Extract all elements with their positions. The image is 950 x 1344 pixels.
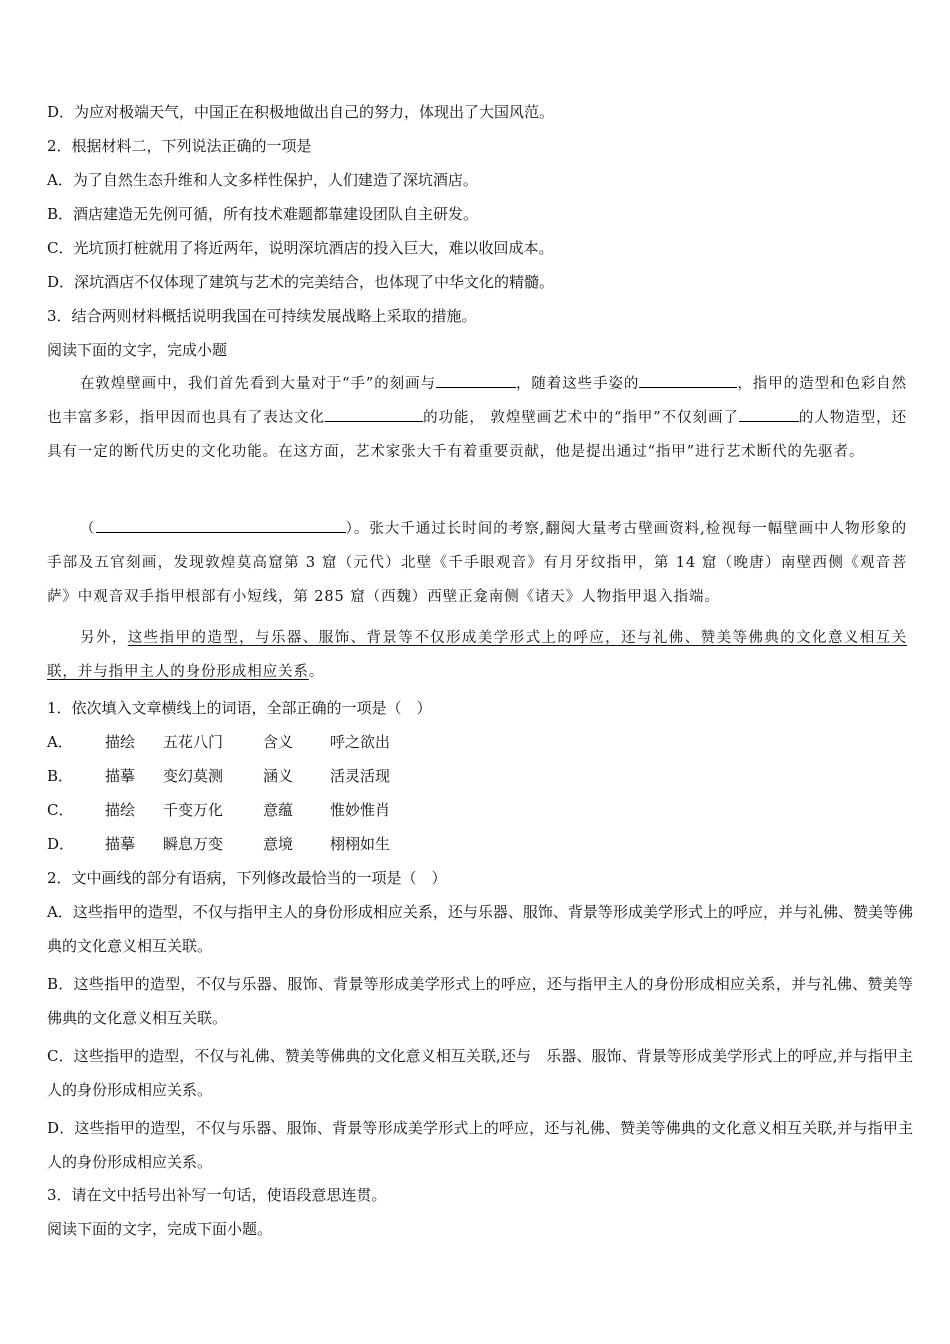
fill-blank-2 — [639, 372, 737, 388]
q2-option-c: C．光坑顶打桩就用了将近两年，说明深坑酒店的投入巨大，难以收回成本。 — [47, 239, 554, 257]
question-2b-stem: 2．文中画线的部分有语病，下列修改最恰当的一项是（ ） — [47, 869, 447, 887]
q2-option-d: D．深坑酒店不仅体现了建筑与艺术的完美结合，也体现了中华文化的精髓。 — [47, 273, 555, 291]
fill-blank-3 — [325, 406, 423, 422]
question-1-stem: 1．依次填入文章横线上的词语，全部正确的一项是（ ） — [47, 699, 432, 717]
sentence-blank — [96, 517, 346, 533]
passage-paragraph-1: 在敦煌壁画中，我们首先看到大量对于“手”的刻画与 ，随着这些手姿的 ，指甲的造型和色彩自然也丰富多彩，指甲因而也具有了表达文化 的功能， 敦煌壁画艺术中的“指甲”不仅刻画了 的人物造型，还具有一定的断代历史的文化功能。在这方面，艺术家张大千有着重要贡献，他是提出通过“指甲”进行艺术断代的先驱者。 — [47, 367, 907, 469]
section-instruction: 阅读下面的文字，完成小题 — [47, 341, 228, 359]
q1-option-c: C． 描绘 千变万化 意蕴 惟妙惟肖 — [47, 801, 391, 819]
q2b-option-c: C．这些指甲的造型，不仅与礼佛、赞美等佛典的文化意义相互关联,还与 乐器、服饰、背景等形成美学形式上的呼应,并与指甲主人的身份形成相应关系。 — [47, 1047, 913, 1099]
fill-blank-4 — [739, 406, 799, 422]
q2-option-b: B．酒店建造无先例可循，所有技术难题都靠建设团队自主研发。 — [47, 205, 479, 223]
q1-option-b: B． 描摹 变幻莫测 涵义 活灵活现 — [47, 767, 391, 785]
prev-option-d: D．为应对极端天气，中国正在积极地做出自己的努力，体现出了大国风范。 — [47, 103, 555, 121]
question-3-stem: 3．结合两则材料概括说明我国在可持续发展战略上采取的措施。 — [47, 307, 477, 325]
fill-blank-1 — [436, 372, 516, 388]
q2-option-a: A．为了自然生态升维和人文多样性保护，人们建造了深坑酒店。 — [47, 171, 478, 189]
question-3b-stem: 3．请在文中括号出补写一句话，使语段意思连贯。 — [47, 1186, 387, 1204]
passage-paragraph-2: （ ）。张大千通过长时间的考察,翻阅大量考古壁画资料,检视每一幅壁画中人物形象的手部及五官刻画，发现敦煌莫高窟第 3 窟（元代）北壁《千手眼观音》有月牙纹指甲，第 14 窟（晚唐）南壁西侧《观音菩萨》中观音双手指甲根部有小短线，第 285 窟（西魏）西壁正龛南侧《诸天》人物指甲退入指端。 — [47, 512, 907, 614]
next-section-instruction: 阅读下面的文字，完成下面小题。 — [47, 1220, 273, 1238]
passage-paragraph-3: 另外，这些指甲的造型，与乐器、服饰、背景等不仅形成美学形式上的呼应，还与礼佛、赞美等佛典的文化意义相互关联，并与指甲主人的身份形成相应关系。 — [47, 630, 907, 680]
q1-option-a: A． 描绘 五花八门 含义 呼之欲出 — [47, 733, 391, 751]
q2b-option-a: A．这些指甲的造型，不仅与指甲主人的身份形成相应关系，还与乐器、服饰、背景等形成美学形式上的呼应，并与礼佛、赞美等佛典的文化意义相互关联。 — [47, 903, 913, 955]
q1-option-d: D． 描摹 瞬息万变 意境 栩栩如生 — [47, 835, 391, 853]
underlined-sentence: 这些指甲的造型，与乐器、服饰、背景等不仅形成美学形式上的呼应，还与礼佛、赞美等佛典的文化意义相互关联，并与指甲主人的身份形成相应关系 — [47, 630, 907, 680]
q2b-option-d: D．这些指甲的造型，不仅与乐器、服饰、背景等形成美学形式上的呼应，还与礼佛、赞美等佛典的文化意义相互关联,并与指甲主人的身份形成相应关系。 — [47, 1119, 913, 1171]
question-2-stem: 2．根据材料二，下列说法正确的一项是 — [47, 137, 312, 155]
q2b-option-b: B．这些指甲的造型，不仅与乐器、服饰、背景等形成美学形式上的呼应，还与指甲主人的身份形成相应关系，并与礼佛、赞美等佛典的文化意义相互关联。 — [47, 975, 913, 1027]
